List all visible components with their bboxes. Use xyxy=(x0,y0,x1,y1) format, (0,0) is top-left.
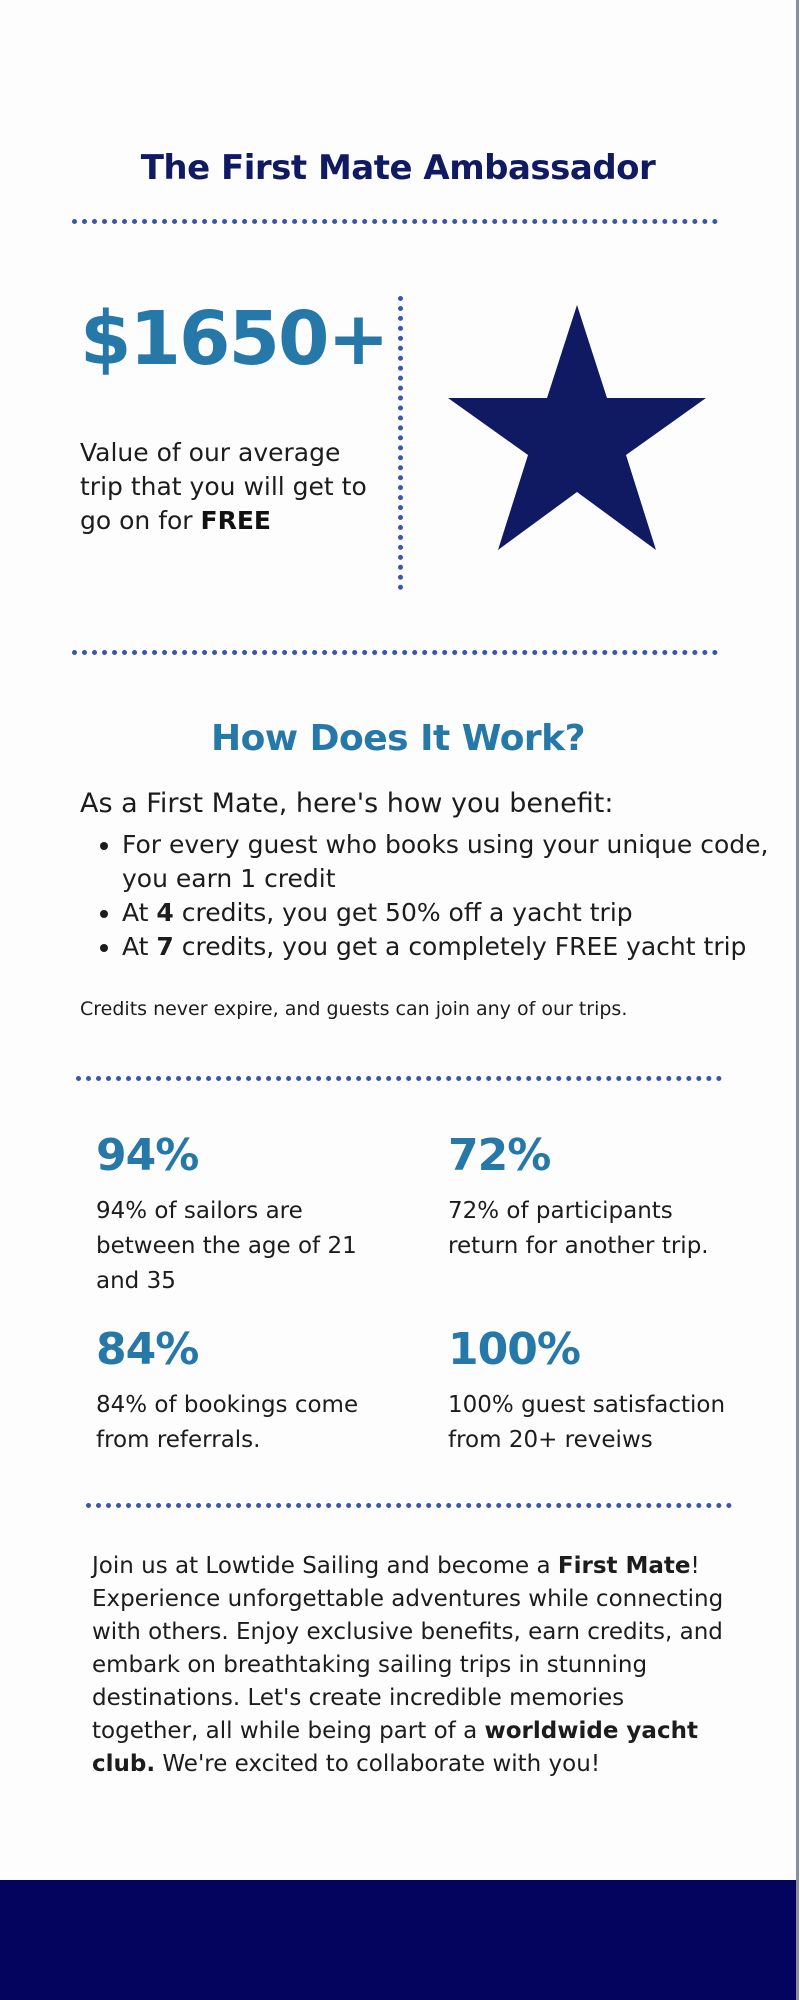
benefit-credit-count: 4 xyxy=(156,898,174,927)
stat-card xyxy=(448,1130,748,1264)
stat-card xyxy=(448,1324,748,1458)
how-it-works-title: How Does It Work? xyxy=(210,718,586,759)
benefit-text: At xyxy=(122,898,157,927)
stat-value: 84% xyxy=(96,1324,199,1375)
benefit-text: credits, you get a completely FREE yacht trip xyxy=(173,932,747,961)
benefit-credit-count: 7 xyxy=(156,932,174,961)
closing-text: ! Experience unforgettable adventures while connecting with others. Enjoy exclusive benefits, earn credits, and embark on breathtaking sailing trips in stunning destinations. Let's create incredible memories together, all while being part of a xyxy=(92,1553,724,1744)
stat-value: 100% xyxy=(448,1324,580,1375)
credits-note: Credits never expire, and guests can join any of our trips. xyxy=(80,998,628,1020)
value-description xyxy=(80,436,380,538)
divider-dotted xyxy=(72,219,718,224)
benefits-list xyxy=(80,828,782,964)
value-description-text: Value of our average trip that you will get to go on for xyxy=(80,438,367,535)
benefit-text: For every guest who books using your unique code, you earn 1 credit xyxy=(122,830,769,893)
list-item xyxy=(122,930,782,964)
stat-description: 94% of sailors are between the age of 21 and 35 xyxy=(96,1198,357,1294)
divider-dotted xyxy=(76,1076,722,1081)
value-amount: $1650+ xyxy=(80,296,388,382)
stat-card xyxy=(96,1324,396,1458)
stat-card xyxy=(96,1130,396,1299)
value-description-bold: FREE xyxy=(200,506,272,535)
closing-bold: worldwide yacht club. xyxy=(92,1718,698,1777)
footer-bar xyxy=(0,1880,796,2000)
stat-value: 72% xyxy=(448,1130,551,1181)
list-item xyxy=(122,896,782,930)
stat-description: 84% of bookings come from referrals. xyxy=(96,1392,359,1453)
benefit-text: credits, you get 50% off a yacht trip xyxy=(173,898,633,927)
closing-text: Join us at Lowtide Sailing and become a xyxy=(92,1553,558,1579)
divider-dotted xyxy=(72,650,718,655)
list-item xyxy=(122,828,782,896)
closing-paragraph xyxy=(92,1550,732,1781)
star-icon xyxy=(448,305,706,550)
divider-dotted xyxy=(86,1503,732,1508)
page-title: The First Mate Ambassador xyxy=(140,148,656,188)
divider-vertical-dotted xyxy=(398,296,403,590)
how-intro: As a First Mate, here's how you benefit: xyxy=(80,788,614,819)
closing-bold: First Mate xyxy=(557,1553,691,1579)
stat-value: 94% xyxy=(96,1130,199,1181)
stat-description: 72% of participants return for another trip. xyxy=(448,1198,709,1259)
closing-text: We're excited to collaborate with you! xyxy=(155,1751,601,1777)
benefit-text: At xyxy=(122,932,157,961)
stat-description: 100% guest satisfaction from 20+ reveiws xyxy=(448,1392,726,1453)
